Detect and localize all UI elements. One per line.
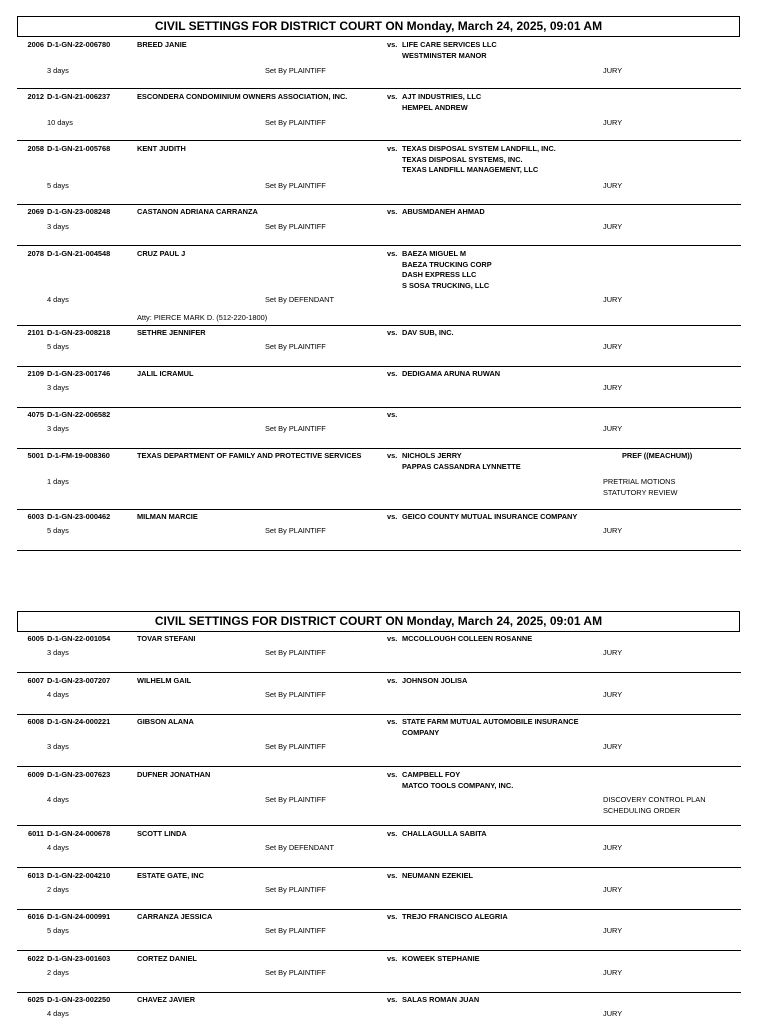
defendant: TEXAS DISPOSAL SYSTEM LANDFILL, INC. [402, 144, 556, 153]
row-divider [17, 550, 741, 551]
case-seq: 2006 [27, 40, 44, 49]
plaintiff: WILHELM GAIL [137, 676, 192, 685]
case-seq: 6008 [27, 717, 44, 726]
row-divider [17, 766, 741, 767]
defendant: ABUSMDANEH AHMAD [402, 207, 485, 216]
plaintiff: JALIL ICRAMUL [137, 369, 194, 378]
set-by: Set By PLAINTIFF [265, 222, 326, 231]
case-number: D-1-GN-24-000221 [47, 717, 111, 726]
attorney-info: Atty: PIERCE MARK D. (512-220-1800) [137, 313, 268, 322]
set-by: Set By PLAINTIFF [265, 968, 326, 977]
row-divider [17, 325, 741, 326]
row-divider [17, 204, 741, 205]
setting-types [603, 477, 677, 498]
set-by: Set By PLAINTIFF [265, 424, 326, 433]
row-divider [17, 672, 741, 673]
versus-label: vs. [387, 144, 398, 153]
defendant: CAMPBELL FOY [402, 770, 461, 779]
set-by: Set By PLAINTIFF [265, 926, 326, 935]
set-by: Set By PLAINTIFF [265, 885, 326, 894]
plaintiff: DUFNER JONATHAN [137, 770, 211, 779]
defendants [402, 512, 577, 523]
case-seq: 5001 [27, 451, 44, 460]
defendant: DEDIGAMA ARUNA RUWAN [402, 369, 501, 378]
defendant: SALAS ROMAN JUAN [402, 995, 480, 1004]
versus-label: vs. [387, 512, 398, 521]
versus-label: vs. [387, 871, 398, 880]
defendants [402, 995, 479, 1006]
defendants [402, 249, 492, 291]
setting-type: JURY [603, 66, 623, 75]
setting-type: JURY [603, 885, 623, 894]
case-seq: 6009 [27, 770, 44, 779]
case-number: D-1-GN-23-001746 [47, 369, 111, 378]
case-number: D-1-GN-24-000991 [47, 912, 111, 921]
defendant: CHALLAGULLA SABITA [402, 829, 487, 838]
defendant: TEXAS LANDFILL MANAGEMENT, LLC [402, 165, 539, 174]
trial-days: 10 days [47, 118, 73, 127]
case-seq: 6003 [27, 512, 44, 521]
defendants [402, 829, 487, 840]
case-seq: 2058 [27, 144, 44, 153]
defendant: AJT INDUSTRIES, LLC [402, 92, 482, 101]
versus-label: vs. [387, 410, 398, 419]
trial-days: 3 days [47, 383, 69, 392]
versus-label: vs. [387, 451, 398, 460]
versus-label: vs. [387, 829, 398, 838]
case-seq: 6005 [27, 634, 44, 643]
setting-type: JURY [603, 424, 623, 433]
case-seq: 4075 [27, 410, 44, 419]
versus-label: vs. [387, 717, 398, 726]
defendants [402, 871, 473, 882]
defendant: COMPANY [402, 727, 440, 737]
defendant: MCCOLLOUGH COLLEEN ROSANNE [402, 634, 533, 643]
case-number: D-1-GN-22-001054 [47, 634, 111, 643]
preference-note: PREF ((MEACHUM)) [622, 451, 693, 460]
trial-days: 5 days [47, 526, 69, 535]
versus-label: vs. [387, 369, 398, 378]
defendants [402, 92, 481, 113]
setting-type: JURY [603, 926, 623, 935]
defendant: PAPPAS CASSANDRA LYNNETTE [402, 461, 521, 471]
case-number: D-1-GN-23-008248 [47, 207, 111, 216]
plaintiff: ESTATE GATE, INC [137, 871, 204, 880]
setting-types [603, 795, 706, 816]
case-seq: 6013 [27, 871, 44, 880]
defendants [402, 328, 454, 339]
plaintiff: ESCONDERA CONDOMINIUM OWNERS ASSOCIATION, INC. [137, 92, 348, 101]
versus-label: vs. [387, 954, 398, 963]
row-divider [17, 140, 741, 141]
case-number: D-1-GN-21-006237 [47, 92, 111, 101]
plaintiff: TOVAR STEFANI [137, 634, 196, 643]
plaintiff: GIBSON ALANA [137, 717, 194, 726]
versus-label: vs. [387, 676, 398, 685]
versus-label: vs. [387, 92, 398, 101]
plaintiff: KENT JUDITH [137, 144, 186, 153]
row-divider [17, 992, 741, 993]
case-number: D-1-GN-22-006582 [47, 410, 111, 419]
set-by: Set By PLAINTIFF [265, 648, 326, 657]
set-by: Set By DEFENDANT [265, 295, 334, 304]
trial-days: 5 days [47, 926, 69, 935]
trial-days: 5 days [47, 342, 69, 351]
versus-label: vs. [387, 40, 398, 49]
set-by: Set By PLAINTIFF [265, 181, 326, 190]
trial-days: 3 days [47, 648, 69, 657]
trial-days: 1 days [47, 477, 69, 486]
row-divider [17, 88, 741, 89]
setting-type: PRETRIAL MOTIONS [603, 477, 676, 486]
defendant: HEMPEL ANDREW [402, 102, 468, 112]
defendant: DASH EXPRESS LLC [402, 270, 477, 279]
setting-type: JURY [603, 118, 623, 127]
row-divider [17, 407, 741, 408]
case-number: D-1-GN-23-007623 [47, 770, 111, 779]
trial-days: 4 days [47, 295, 69, 304]
defendants [402, 207, 485, 218]
trial-days: 4 days [47, 690, 69, 699]
defendants [402, 144, 556, 176]
defendants [402, 369, 500, 380]
plaintiff: CHAVEZ JAVIER [137, 995, 196, 1004]
case-number: D-1-GN-21-004548 [47, 249, 111, 258]
case-seq: 2012 [27, 92, 44, 101]
page-title: CIVIL SETTINGS FOR DISTRICT COURT ON Monday, March 24, 2025, 09:01 AM [17, 16, 740, 37]
defendant: WESTMINSTER MANOR [402, 50, 487, 60]
defendant: GEICO COUNTY MUTUAL INSURANCE COMPANY [402, 512, 578, 521]
setting-type: STATUTORY REVIEW [603, 487, 678, 497]
versus-label: vs. [387, 995, 398, 1004]
row-divider [17, 867, 741, 868]
row-divider [17, 245, 741, 246]
case-number: D-1-FM-19-008360 [47, 451, 110, 460]
defendant: LIFE CARE SERVICES LLC [402, 40, 497, 49]
defendant: S SOSA TRUCKING, LLC [402, 280, 490, 290]
row-divider [17, 714, 741, 715]
row-divider [17, 509, 741, 510]
defendants [402, 451, 521, 472]
set-by: Set By PLAINTIFF [265, 742, 326, 751]
row-divider [17, 950, 741, 951]
versus-label: vs. [387, 207, 398, 216]
setting-type: JURY [603, 526, 623, 535]
setting-type: DISCOVERY CONTROL PLAN [603, 795, 706, 804]
versus-label: vs. [387, 249, 398, 258]
setting-type: SCHEDULING ORDER [603, 805, 681, 815]
setting-type: JURY [603, 222, 623, 231]
plaintiff: CARRANZA JESSICA [137, 912, 213, 921]
setting-type: JURY [603, 742, 623, 751]
set-by: Set By PLAINTIFF [265, 795, 326, 804]
defendant: NEUMANN EZEKIEL [402, 871, 474, 880]
trial-days: 2 days [47, 885, 69, 894]
setting-type: JURY [603, 383, 623, 392]
versus-label: vs. [387, 912, 398, 921]
trial-days: 3 days [47, 424, 69, 433]
setting-type: JURY [603, 295, 623, 304]
defendant: STATE FARM MUTUAL AUTOMOBILE INSURANCE [402, 717, 579, 726]
set-by: Set By PLAINTIFF [265, 118, 326, 127]
defendant: TREJO FRANCISCO ALEGRIA [402, 912, 508, 921]
case-seq: 2069 [27, 207, 44, 216]
case-seq: 2109 [27, 369, 44, 378]
plaintiff: SCOTT LINDA [137, 829, 187, 838]
case-number: D-1-GN-23-007207 [47, 676, 111, 685]
setting-type: JURY [603, 843, 623, 852]
plaintiff: SETHRE JENNIFER [137, 328, 206, 337]
trial-days: 4 days [47, 1009, 69, 1018]
plaintiff: BREED JANIE [137, 40, 187, 49]
defendants [402, 912, 508, 923]
set-by: Set By PLAINTIFF [265, 526, 326, 535]
defendant: BAEZA MIGUEL M [402, 249, 467, 258]
defendants [402, 717, 579, 738]
plaintiff: MILMAN MARCIE [137, 512, 198, 521]
case-seq: 2078 [27, 249, 44, 258]
row-divider [17, 909, 741, 910]
trial-days: 5 days [47, 181, 69, 190]
plaintiff: CRUZ PAUL J [137, 249, 186, 258]
setting-type: JURY [603, 1009, 623, 1018]
plaintiff: TEXAS DEPARTMENT OF FAMILY AND PROTECTIVE SERVICES [137, 451, 362, 460]
defendant: TEXAS DISPOSAL SYSTEMS, INC. [402, 154, 523, 164]
defendant: BAEZA TRUCKING CORP [402, 259, 492, 269]
defendants [402, 770, 513, 791]
case-seq: 2101 [27, 328, 44, 337]
case-seq: 6022 [27, 954, 44, 963]
defendants [402, 40, 497, 61]
defendant: NICHOLS JERRY [402, 451, 462, 460]
trial-days: 3 days [47, 222, 69, 231]
trial-days: 4 days [47, 843, 69, 852]
case-number: D-1-GN-23-000462 [47, 512, 111, 521]
case-number: D-1-GN-21-005768 [47, 144, 111, 153]
case-seq: 6016 [27, 912, 44, 921]
defendant: DAV SUB, INC. [402, 328, 454, 337]
versus-label: vs. [387, 770, 398, 779]
setting-type: JURY [603, 342, 623, 351]
versus-label: vs. [387, 328, 398, 337]
setting-type: JURY [603, 968, 623, 977]
case-number: D-1-GN-24-000678 [47, 829, 111, 838]
plaintiff: CORTEZ DANIEL [137, 954, 197, 963]
row-divider [17, 448, 741, 449]
case-number: D-1-GN-22-004210 [47, 871, 111, 880]
case-seq: 6007 [27, 676, 44, 685]
defendant: MATCO TOOLS COMPANY, INC. [402, 780, 514, 790]
case-number: D-1-GN-22-006780 [47, 40, 111, 49]
defendants [402, 634, 532, 645]
row-divider [17, 825, 741, 826]
set-by: Set By PLAINTIFF [265, 66, 326, 75]
set-by: Set By DEFENDANT [265, 843, 334, 852]
trial-days: 4 days [47, 795, 69, 804]
trial-days: 3 days [47, 742, 69, 751]
case-number: D-1-GN-23-001603 [47, 954, 111, 963]
defendant: JOHNSON JOLISA [402, 676, 468, 685]
trial-days: 3 days [47, 66, 69, 75]
set-by: Set By PLAINTIFF [265, 342, 326, 351]
defendants [402, 676, 467, 687]
case-seq: 6011 [27, 829, 44, 838]
page-title: CIVIL SETTINGS FOR DISTRICT COURT ON Monday, March 24, 2025, 09:01 AM [17, 611, 740, 632]
trial-days: 2 days [47, 968, 69, 977]
defendants [402, 954, 480, 965]
row-divider [17, 366, 741, 367]
defendant: KOWEEK STEPHANIE [402, 954, 480, 963]
case-seq: 6025 [27, 995, 44, 1004]
case-number: D-1-GN-23-002250 [47, 995, 111, 1004]
versus-label: vs. [387, 634, 398, 643]
setting-type: JURY [603, 648, 623, 657]
setting-type: JURY [603, 690, 623, 699]
setting-type: JURY [603, 181, 623, 190]
set-by: Set By PLAINTIFF [265, 690, 326, 699]
plaintiff: CASTANON ADRIANA CARRANZA [137, 207, 258, 216]
case-number: D-1-GN-23-008218 [47, 328, 111, 337]
